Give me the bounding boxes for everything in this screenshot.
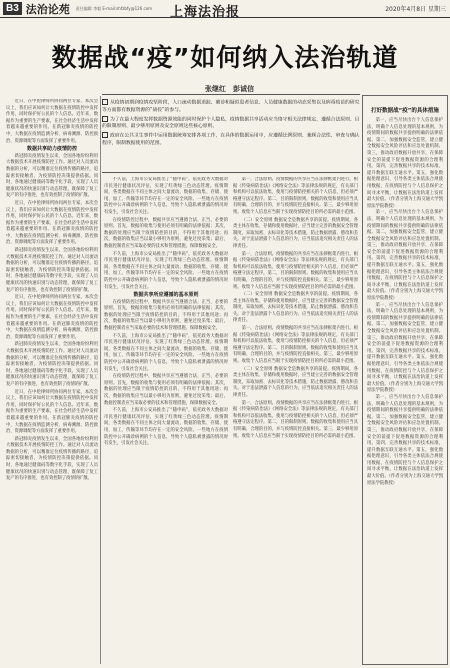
page-number: B3 xyxy=(3,2,22,15)
section-name: 法治论苑 xyxy=(25,2,70,16)
sidebar-title: 打好数据战“疫”的具体措施 xyxy=(371,108,439,114)
checkbox-icon xyxy=(102,132,108,138)
issue-date: 2020年4月8日 星期三 xyxy=(385,6,446,13)
article-column-3: 第一，合法原则。疫情数据的共享应当在法律框架内进行。根据《传染病防治法》《网络安全法》等法律法规的规定，有关部门和机构可以依法收集、使用与疫情防控相关的个人信息，但必须严格遵守法定程序。第二，目的限制原则。数据的收集和使用应当具有明确、合理的目的，并与疫情防控直接相关。第三，最少够用原则。收集个人信息应当限于实现疫情防控目的所必需的最小范围。 （二）安全原则 数据安全是数据共享的前提。疫情期间，各类主体在收集、存储和使用数据时，应当建立完善的数据安全管理制度，采取加密、去标识化等技术措施，防止数据泄露、篡改和丢失。对于违法泄露个人信息的行为，应当依法追究相关责任人的法律责任。 第一，合法原则。疫情数据的共享应当在法律框架内进行。根据《传染病防治法》《网络安全法》等法律法规的规定，有关部门和机构可以依法收集、使用与疫情防控相关的个人信息，但必须严格遵守法定程序。第二，目的限制原则。数据的收集和使用应当具有明确、合理的目的，并与疫情防控直接相关。第三，最少够用原则。收集个人信息应当限于实现疫情防控目的所必需的最小范围。 （二）安全原则 数据安全是数据共享的前提。疫情期间，各类主体在收集、存储和使用数据时，应当建立完善的数据安全管理制度，采取加密、去标识化等技术措施，防止数据泄露、篡改和丢失。对于违法泄露个人信息的行为，应当依法追究相关责任人的法律责任。 第一，合法原则。疫情数据的共享应当在法律框架内进行。根据《传染病防治法》《网络安全法》等法律法规的规定，有关部门和机构可以依法收集、使用与疫情防控相关的个人信息，但必须严格遵守法定程序。第二，目的限制原则。数据的收集和使用应当具有明确、合理的目的，并与疫情防控直接相关。第三，最少够用原则。收集个人信息应当限于实现疫情防控目的所必需的最小范围。 （二）安全原则 数据安全是数据共享的前提。疫情期间，各类主体在收集、存储和使用数据时，应当建立完善的数据安全管理制度，采取加密、去标识化等技术措施，防止数据泄露、篡改和丢失。对于违法泄露个人信息的行为，应当依法追究相关责任人的法律责任。 第一，合法原则。疫情数据的共享应当在法律框架内进行。根据《传染病防治法》《网络安全法》等法律法规的规定，有关部门和机构可以依法收集、使用与疫情防控相关的个人信息，但必须严格遵守法定程序。第二，目的限制原则。数据的收集和使用应当具有明确、合理的目的，并与疫情防控直接相关。第三，最少够用原则。收集个人信息应当限于实现疫情防控目的所必需的最小范围。 xyxy=(233,177,358,439)
newspaper-masthead: 上海法治报 xyxy=(170,5,241,20)
column-divider xyxy=(100,96,101,664)
key-point-3: 政府在公共卫生事件中运用数据统筹安排各项工作，在具体的数据运用中，应遵循比例原则、兼顾合法性、审查与确认程序，限制数据使用的范围。 xyxy=(102,133,360,146)
checkbox-icon xyxy=(102,99,108,105)
article-column-2: 不久前，上海市公安局推出了“随申码”，依托政务大数据对市民进行健康状况评估，实现了红黄绿三色动态管理。疫情期间，各类数据在不同主体之间大量流动，数据的收集、存储、使用、加工、传输等环节均存在一定的安全风险。一些地方在疫情防控中公开确诊病例的个人信息，导致个人隐私被泄露的情况时有发生，引发社会关注。 在疫情防控过程中，数据共享应当遵循合法、正当、必要的原则。首先，数据的收集与使用必须有明确的法律依据；其次，数据的处理应当限于疫情防控的目的，不得用于其他用途；再次，数据的收集应当以最小够用为原则，避免过度采集；最后，数据控制者应当采取必要的技术和管理措施，保障数据安全。 不久前，上海市公安局推出了“随申码”，依托政务大数据对市民进行健康状况评估，实现了红黄绿三色动态管理。疫情期间，各类数据在不同主体之间大量流动，数据的收集、存储、使用、加工、传输等环节均存在一定的安全风险。一些地方在疫情防控中公开确诊病例的个人信息，导致个人隐私被泄露的情况时有发生，引发社会关注。 数据共享所应遵循的基本原则 在疫情防控过程中，数据共享应当遵循合法、正当、必要的原则。首先，数据的收集与使用必须有明确的法律依据；其次，数据的处理应当限于疫情防控的目的，不得用于其他用途；再次，数据的收集应当以最小够用为原则，避免过度采集；最后，数据控制者应当采取必要的技术和管理措施，保障数据安全。 不久前，上海市公安局推出了“随申码”，依托政务大数据对市民进行健康状况评估，实现了红黄绿三色动态管理。疫情期间，各类数据在不同主体之间大量流动，数据的收集、存储、使用、加工、传输等环节均存在一定的安全风险。一些地方在疫情防控中公开确诊病例的个人信息，导致个人隐私被泄露的情况时有发生，引发社会关注。 在疫情防控过程中，数据共享应当遵循合法、正当、必要的原则。首先，数据的收集与使用必须有明确的法律依据；其次，数据的处理应当限于疫情防控的目的，不得用于其他用途；再次，数据的收集应当以最小够用为原则，避免过度采集；最后，数据控制者应当采取必要的技术和管理措施，保障数据安全。 不久前，上海市公安局推出了“随申码”，依托政务大数据对市民进行健康状况评估，实现了红黄绿三色动态管理。疫情期间，各类数据在不同主体之间大量流动，数据的收集、存储、使用、加工、传输等环节均存在一定的安全风险。一些地方在疫情防控中公开确诊病例的个人信息，导致个人隐私被泄露的情况时有发生，引发社会关注。 xyxy=(104,177,228,447)
checkbox-icon xyxy=(102,116,108,122)
bullet-divider-bottom xyxy=(102,172,360,173)
article-column-1: 近日，在中伦律师所协同两位专家，本次会议上，我们应该如何让大数据在疫情防控中发挥作用，同时保护好公民的个人信息。近年来，数据作为重要的生产要素，在社会经济生活中发挥着越来越重要的作用。在新冠肺炎疫情的防控中，大数据在疫情监测分析、病毒溯源、防控救治、资源调配等方面发挥了重要作用。 数据共享助力疫情防控 新冠肺炎疫情发生以来，全国各地纷纷利用大数据技术开展疫情防控工作。通过对人员流动数据的分析，可以精准定位疫情传播的路径，追踪密切接触者，为疫情防控决策提供依据。同时，各地通过健康码等数字化手段，实现了人员健康状况的快速识别与动态管理，既保障了复工复产的有序推进，也有效控制了疫情的扩散。 近日，在中伦律师所协同两位专家，本次会议上，我们应该如何让大数据在疫情防控中发挥作用，同时保护好公民的个人信息。近年来，数据作为重要的生产要素，在社会经济生活中发挥着越来越重要的作用。在新冠肺炎疫情的防控中，大数据在疫情监测分析、病毒溯源、防控救治、资源调配等方面发挥了重要作用。 新冠肺炎疫情发生以来，全国各地纷纷利用大数据技术开展疫情防控工作。通过对人员流动数据的分析，可以精准定位疫情传播的路径，追踪密切接触者，为疫情防控决策提供依据。同时，各地通过健康码等数字化手段，实现了人员健康状况的快速识别与动态管理，既保障了复工复产的有序推进，也有效控制了疫情的扩散。 近日，在中伦律师所协同两位专家，本次会议上，我们应该如何让大数据在疫情防控中发挥作用，同时保护好公民的个人信息。近年来，数据作为重要的生产要素，在社会经济生活中发挥着越来越重要的作用。在新冠肺炎疫情的防控中，大数据在疫情监测分析、病毒溯源、防控救治、资源调配等方面发挥了重要作用。 新冠肺炎疫情发生以来，全国各地纷纷利用大数据技术开展疫情防控工作。通过对人员流动数据的分析，可以精准定位疫情传播的路径，追踪密切接触者，为疫情防控决策提供依据。同时，各地通过健康码等数字化手段，实现了人员健康状况的快速识别与动态管理，既保障了复工复产的有序推进，也有效控制了疫情的扩散。 近日，在中伦律师所协同两位专家，本次会议上，我们应该如何让大数据在疫情防控中发挥作用，同时保护好公民的个人信息。近年来，数据作为重要的生产要素，在社会经济生活中发挥着越来越重要的作用。在新冠肺炎疫情的防控中，大数据在疫情监测分析、病毒溯源、防控救治、资源调配等方面发挥了重要作用。 新冠肺炎疫情发生以来，全国各地纷纷利用大数据技术开展疫情防控工作。通过对人员流动数据的分析，可以精准定位疫情传播的路径，追踪密切接触者，为疫情防控决策提供依据。同时，各地通过健康码等数字化手段，实现了人员健康状况的快速识别与动态管理，既保障了复工复产的有序推进，也有效控制了疫情的扩散。 xyxy=(6,99,98,482)
key-points xyxy=(102,99,360,149)
key-point-2: 为了在最大程度发挥数据资源效能的同时保护个人隐私，疫情数据共享活动应当恪守相关法律规定，遵循合法原则、目的限制原则、最少够用原则及安全原则这些核心原则。 xyxy=(102,117,360,129)
bullet-divider-top xyxy=(102,94,360,95)
section-heading: 数据共享助力疫情防控 xyxy=(26,146,77,153)
article-authors: 张继红 彭诚信 xyxy=(205,85,254,93)
article-title: 数据战“疫”如何纳入法治轨道 xyxy=(51,43,399,72)
key-point-1: 从疫情初期到疫情攻坚阶段，人口流动数据追踪、确诊和疑似患者信息、人员健康数据的动态采集以及病毒疫苗的研究等方面都有数据资源的“战役”的参与。 xyxy=(102,100,360,113)
sidebar-text: 第一，应当尽快出台个人信息保护法，明确个人信息处理的基本规则，为疫情期间的数据共享提供明确的法律依据。第二，加强数据安全监管，建立健全数据安全风险评估和应急处置机制。第三，推动政府数据开放共享，在保障安全的前提下促进数据资源的合理利用。第四，完善数据共享的技术标准，提升数据互联互通水平。第五，强化数据伦理意识，引导各类主体依法合规使用数据，在疫情防控与个人信息保护之间寻求平衡，让数据在法治轨道上发挥最大价值。（作者分别为上海交通大学凯原法学院教授） 第一，应当尽快出台个人信息保护法，明确个人信息处理的基本规则，为疫情期间的数据共享提供明确的法律依据。第二，加强数据安全监管，建立健全数据安全风险评估和应急处置机制。第三，推动政府数据开放共享，在保障安全的前提下促进数据资源的合理利用。第四，完善数据共享的技术标准，提升数据互联互通水平。第五，强化数据伦理意识，引导各类主体依法合规使用数据，在疫情防控与个人信息保护之间寻求平衡，让数据在法治轨道上发挥最大价值。（作者分别为上海交通大学凯原法学院教授） 第一，应当尽快出台个人信息保护法，明确个人信息处理的基本规则，为疫情期间的数据共享提供明确的法律依据。第二，加强数据安全监管，建立健全数据安全风险评估和应急处置机制。第三，推动政府数据开放共享，在保障安全的前提下促进数据资源的合理利用。第四，完善数据共享的技术标准，提升数据互联互通水平。第五，强化数据伦理意识，引导各类主体依法合规使用数据，在疫情防控与个人信息保护之间寻求平衡，让数据在法治轨道上发挥最大价值。（作者分别为上海交通大学凯原法学院教授） 第一，应当尽快出台个人信息保护法，明确个人信息处理的基本规则，为疫情期间的数据共享提供明确的法律依据。第二，加强数据安全监管，建立健全数据安全风险评估和应急处置机制。第三，推动政府数据开放共享，在保障安全的前提下促进数据资源的合理利用。第四，完善数据共享的技术标准，提升数据互联互通水平。第五，强化数据伦理意识，引导各类主体依法合规使用数据，在疫情防控与个人信息保护之间寻求平衡，让数据在法治轨道上发挥最大价值。（作者分别为上海交通大学凯原法学院教授） xyxy=(367,118,443,486)
section-heading: 数据共享所应遵循的基本原则 xyxy=(133,292,199,299)
sidebar-box xyxy=(362,95,448,665)
editor-info: 责任编辑 李毅 E-mail:shfzbfy@126.com xyxy=(75,6,153,11)
